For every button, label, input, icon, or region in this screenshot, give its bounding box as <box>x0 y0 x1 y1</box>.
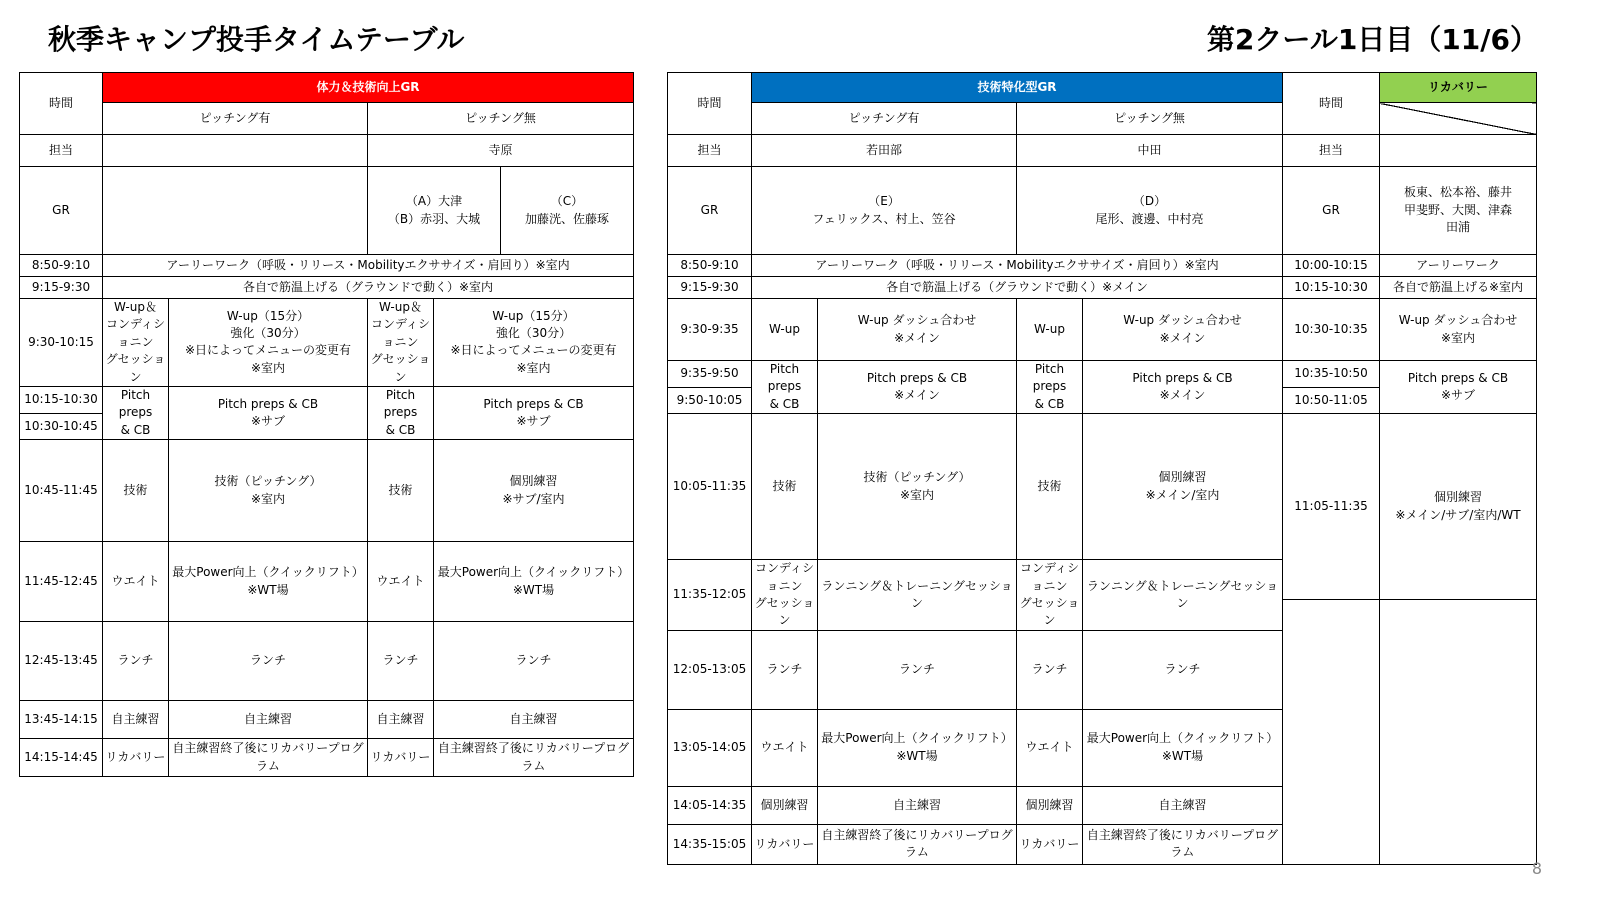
time-cell: 10:45-11:45 <box>20 440 103 542</box>
time-cell: 9:30-10:15 <box>20 299 103 387</box>
recovery-time-header: 時間 <box>1283 73 1380 135</box>
self-practice-cell: 自主練習 <box>434 701 634 739</box>
weight-cell: ウエイト <box>103 542 169 622</box>
self-practice-cell: 自主練習 <box>169 701 368 739</box>
recovery-wup-cell: W-up ダッシュ合わせ ※室内 <box>1380 299 1537 361</box>
group-title: 体力＆技術向上GR <box>103 73 634 103</box>
technique-pitching-cell: 技術（ピッチング） ※室内 <box>169 440 368 542</box>
pitch-preps-detail-cell: Pitch preps & CB ※サブ <box>434 386 634 439</box>
time-cell: 14:35-15:05 <box>668 824 752 864</box>
technique-cell: 技術 <box>368 440 434 542</box>
time-cell: 9:35-9:50 <box>668 361 752 388</box>
time-cell: 9:15-9:30 <box>668 277 752 299</box>
recovery-cell: リカバリー <box>1017 824 1083 864</box>
pitch-preps-detail-cell: Pitch preps & CB ※メイン <box>1083 361 1283 414</box>
time-header: 時間 <box>668 73 752 135</box>
staff-label: 担当 <box>20 135 103 167</box>
staff-pitching-no: 中田 <box>1017 135 1283 167</box>
individual-practice-cell: 個別練習 ※メイン/室内 <box>1083 414 1283 560</box>
conditioning-cell: コンディショニン グセッション <box>752 560 818 631</box>
timetable-strength-tech <box>19 72 634 777</box>
time-cell: 11:35-12:05 <box>668 560 752 631</box>
recovery-gr-members: 板東、松本裕、藤井 甲斐野、大関、津森 田浦 <box>1380 167 1537 255</box>
staff-label: 担当 <box>668 135 752 167</box>
lunch-cell: ランチ <box>434 622 634 701</box>
wup-strength-cell: W-up（15分） 強化（30分） ※日によってメニューの変更有 ※室内 <box>169 299 368 387</box>
pitching-yes-header: ピッチング有 <box>103 103 368 135</box>
page-number: 8 <box>1531 859 1542 878</box>
wup-conditioning-cell: W-up＆ コンディショニン グセッション <box>368 299 434 387</box>
recovery-warmup-cell: 各自で筋温上げる※室内 <box>1380 277 1537 299</box>
lunch-cell: ランチ <box>169 622 368 701</box>
gr-pitching-yes <box>103 167 368 255</box>
lunch-cell: ランチ <box>1017 630 1083 709</box>
recovery-cell: リカバリー <box>752 824 818 864</box>
gr-label: GR <box>668 167 752 255</box>
recovery-staff <box>1380 135 1537 167</box>
self-practice-cell: 自主練習 <box>103 701 169 739</box>
recovery-individual-cell: 個別練習 ※メイン/サブ/室内/WT <box>1380 414 1537 600</box>
recovery-program-cell: 自主練習終了後にリカバリープログラム <box>1083 824 1283 864</box>
recovery-program-cell: 自主練習終了後にリカバリープログラム <box>434 739 634 777</box>
gr-group-ab: （A）大津 （B）赤羽、大城 <box>368 167 501 255</box>
pitching-no-header: ピッチング無 <box>368 103 634 135</box>
running-training-cell: ランニング＆トレーニングセッション <box>818 560 1017 631</box>
time-cell: 13:45-14:15 <box>20 701 103 739</box>
lunch-cell: ランチ <box>103 622 169 701</box>
time-cell: 14:05-14:35 <box>668 786 752 824</box>
timetable-tech-specialized-recovery <box>667 72 1537 865</box>
self-practice-cell: 自主練習 <box>1083 786 1283 824</box>
time-header: 時間 <box>20 73 103 135</box>
max-power-cell: 最大Power向上（クイックリフト） ※WT場 <box>434 542 634 622</box>
wup-cell: W-up <box>1017 299 1083 361</box>
individual-cell: 個別練習 <box>1017 786 1083 824</box>
time-cell: 8:50-9:10 <box>20 255 103 277</box>
recovery-diagonal-cell <box>1380 103 1537 135</box>
pitching-no-header: ピッチング無 <box>1017 103 1283 135</box>
wup-dash-cell: W-up ダッシュ合わせ ※メイン <box>818 299 1017 361</box>
technique-pitching-cell: 技術（ピッチング） ※室内 <box>818 414 1017 560</box>
technique-cell: 技術 <box>103 440 169 542</box>
recovery-cell: リカバリー <box>103 739 169 777</box>
weight-cell: ウエイト <box>752 709 818 786</box>
recovery-empty-content <box>1380 600 1537 865</box>
warmup-cell: 各自で筋温上げる（グラウンドで動く）※室内 <box>103 277 634 299</box>
time-cell: 12:45-13:45 <box>20 622 103 701</box>
group-title: 技術特化型GR <box>752 73 1283 103</box>
running-training-cell: ランニング＆トレーニングセッション <box>1083 560 1283 631</box>
time-cell: 14:15-14:45 <box>20 739 103 777</box>
recovery-cell: リカバリー <box>368 739 434 777</box>
time-cell: 10:15-10:30 <box>20 386 103 413</box>
time-cell: 8:50-9:10 <box>668 255 752 277</box>
recovery-empty-time <box>1283 600 1380 865</box>
gr-label: GR <box>20 167 103 255</box>
recovery-program-cell: 自主練習終了後にリカバリープログラム <box>169 739 368 777</box>
pitch-preps-detail-cell: Pitch preps & CB ※メイン <box>818 361 1017 414</box>
pitch-preps-cell: Pitch preps & CB <box>103 386 169 439</box>
max-power-cell: 最大Power向上（クイックリフト） ※WT場 <box>1083 709 1283 786</box>
staff-pitching-no: 寺原 <box>368 135 634 167</box>
wup-conditioning-cell: W-up＆ コンディショニン グセッション <box>103 299 169 387</box>
time-cell: 12:05-13:05 <box>668 630 752 709</box>
recovery-pitch-preps-cell: Pitch preps & CB ※サブ <box>1380 361 1537 414</box>
conditioning-cell: コンディショニン グセッション <box>1017 560 1083 631</box>
staff-pitching-yes: 若田部 <box>752 135 1017 167</box>
pitch-preps-cell: Pitch preps & CB <box>368 386 434 439</box>
recovery-time-cell: 10:35-10:50 <box>1283 361 1380 388</box>
wup-cell: W-up <box>752 299 818 361</box>
lunch-cell: ランチ <box>1083 630 1283 709</box>
time-cell: 13:05-14:05 <box>668 709 752 786</box>
recovery-program-cell: 自主練習終了後にリカバリープログラム <box>818 824 1017 864</box>
pitch-preps-cell: Pitch preps & CB <box>1017 361 1083 414</box>
early-work-cell: アーリーワーク（呼吸・リリース・Mobilityエクササイズ・肩回り）※室内 <box>752 255 1283 277</box>
page-title: 秋季キャンプ投手タイムテーブル <box>48 23 465 56</box>
warmup-cell: 各自で筋温上げる（グラウンドで動く）※メイン <box>752 277 1283 299</box>
time-cell: 11:45-12:45 <box>20 542 103 622</box>
technique-cell: 技術 <box>1017 414 1083 560</box>
recovery-time-cell: 10:15-10:30 <box>1283 277 1380 299</box>
wup-strength-cell: W-up（15分） 強化（30分） ※日によってメニューの変更有 ※室内 <box>434 299 634 387</box>
technique-cell: 技術 <box>752 414 818 560</box>
max-power-cell: 最大Power向上（クイックリフト） ※WT場 <box>818 709 1017 786</box>
pitch-preps-detail-cell: Pitch preps & CB ※サブ <box>169 386 368 439</box>
time-cell: 9:15-9:30 <box>20 277 103 299</box>
recovery-time-cell: 11:05-11:35 <box>1283 414 1380 600</box>
recovery-group-title: リカバリー <box>1380 73 1537 103</box>
pitch-preps-cell: Pitch preps & CB <box>752 361 818 414</box>
time-cell: 9:30-9:35 <box>668 299 752 361</box>
lunch-cell: ランチ <box>818 630 1017 709</box>
wup-dash-cell: W-up ダッシュ合わせ ※メイン <box>1083 299 1283 361</box>
individual-cell: 個別練習 <box>752 786 818 824</box>
gr-group-e: （E） フェリックス、村上、笠谷 <box>752 167 1017 255</box>
individual-practice-cell: 個別練習 ※サブ/室内 <box>434 440 634 542</box>
self-practice-cell: 自主練習 <box>818 786 1017 824</box>
weight-cell: ウエイト <box>1017 709 1083 786</box>
max-power-cell: 最大Power向上（クイックリフト） ※WT場 <box>169 542 368 622</box>
recovery-time-cell: 10:00-10:15 <box>1283 255 1380 277</box>
lunch-cell: ランチ <box>752 630 818 709</box>
recovery-early-work-cell: アーリーワーク <box>1380 255 1537 277</box>
lunch-cell: ランチ <box>368 622 434 701</box>
time-cell: 10:05-11:35 <box>668 414 752 560</box>
page-subtitle: 第2クール1日目（11/6） <box>1206 23 1538 56</box>
recovery-time-cell: 10:50-11:05 <box>1283 387 1380 414</box>
weight-cell: ウエイト <box>368 542 434 622</box>
time-cell: 10:30-10:45 <box>20 413 103 440</box>
early-work-cell: アーリーワーク（呼吸・リリース・Mobilityエクササイズ・肩回り）※室内 <box>103 255 634 277</box>
gr-group-d: （D） 尾形、渡邊、中村亮 <box>1017 167 1283 255</box>
staff-pitching-yes <box>103 135 368 167</box>
gr-group-c: （C） 加藤洸、佐藤琢 <box>501 167 634 255</box>
recovery-time-cell: 10:30-10:35 <box>1283 299 1380 361</box>
self-practice-cell: 自主練習 <box>368 701 434 739</box>
recovery-gr-label: GR <box>1283 167 1380 255</box>
recovery-staff-label: 担当 <box>1283 135 1380 167</box>
time-cell: 9:50-10:05 <box>668 387 752 414</box>
pitching-yes-header: ピッチング有 <box>752 103 1017 135</box>
